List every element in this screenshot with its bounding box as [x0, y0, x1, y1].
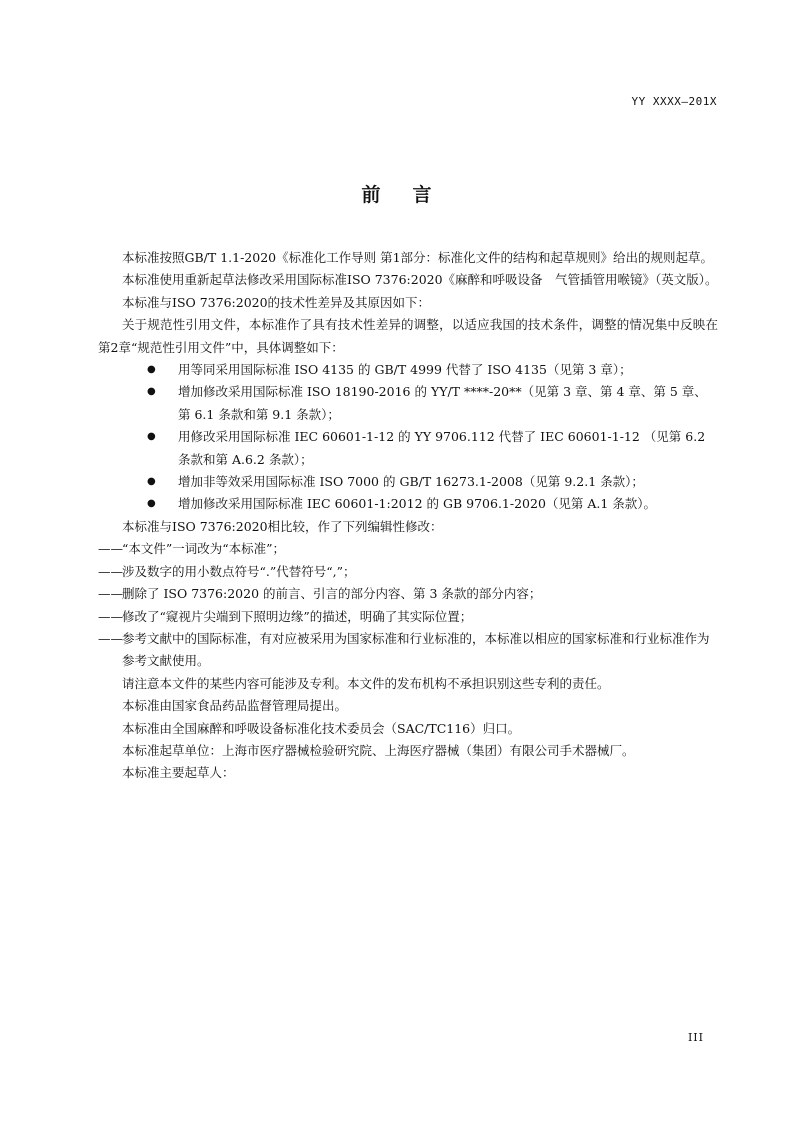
paragraph-drafting-rules: 本标准按照GB/T 1.1-2020《标准化工作导则 第1部分：标准化文件的结构和起草规则》给出的规则起草。 — [122, 250, 714, 265]
dash-icon: —— — [98, 541, 123, 557]
dash-item — [98, 583, 718, 605]
dash-item — [98, 561, 718, 583]
list-item-text: 增加修改采用国际标准 IEC 60601-1:2012 的 GB 9706.1-2020（见第 A.1 条款）。 — [178, 496, 657, 512]
bullet-icon: ● — [147, 498, 156, 510]
bullet-icon: ● — [147, 364, 156, 376]
list-item-text: 增加修改采用国际标准 ISO 18190-2016 的 YY/T ****-20**（见第 3 章、第 4 章、第 5 章、第 6.1 条款和第 9.1 条款）； — [178, 384, 707, 422]
dash-item — [98, 538, 718, 560]
bullet-icon: ● — [147, 431, 156, 443]
dash-icon: —— — [98, 608, 123, 624]
list-item-text: 用修改采用国际标准 IEC 60601-1-12 的 YY 9706.112 代替了 IEC 60601-1-12 （见第 6.2 条款和第 A.6.2 条款）； — [178, 429, 706, 467]
dash-icon: —— — [98, 586, 123, 602]
dash-item-text: 修改了“窥视片尖端到下照明边缘”的描述，明确了其实际位置； — [122, 608, 473, 624]
list-item — [98, 359, 718, 381]
dash-item-text: 涉及数字的用小数点符号“.”代替符号“,”； — [122, 563, 356, 579]
list-item — [98, 493, 718, 515]
dash-item-text: “本文件”一词改为“本标准”； — [122, 541, 286, 557]
bullet-icon: ● — [147, 386, 156, 398]
dash-item-text: 删除了 ISO 7376:2020 的前言、引言的部分内容、第 3 条款的部分内容； — [122, 586, 542, 602]
page-title: 前言 — [361, 184, 464, 206]
paragraph-drafting-units: 本标准起草单位：上海市医疗器械检验研究院、上海医疗器械（集团）有限公司手术器械厂。 — [122, 742, 635, 758]
document-code: YY XXXX—201X — [631, 95, 717, 108]
dash-item-text: 参考文献中的国际标准，有对应被采用为国家标准和行业标准的，本标准以相应的国家标准和行业标准作为参考文献使用。 — [122, 630, 710, 669]
list-item — [98, 426, 718, 471]
list-item-text: 用等同采用国际标准 ISO 4135 的 GB/T 4999 代替了 ISO 4135（见第 3 章）； — [178, 362, 632, 378]
paragraph-normative-references: 关于规范性引用文件，本标准作了具有技术性差异的调整，以适应我国的技术条件，调整的情况集中反映在第2章“规范性引用文件”中，具体调整如下： — [98, 317, 718, 355]
paragraph-editorial-intro: 本标准与ISO 7376:2020相比较，作了下列编辑性修改： — [122, 518, 443, 534]
bullet-icon: ● — [147, 476, 156, 488]
page-number: III — [687, 1031, 704, 1044]
paragraph-technical-differences: 本标准与ISO 7376:2020的技术性差异及其原因如下： — [122, 294, 431, 310]
foreword-body — [98, 247, 718, 785]
list-item — [98, 381, 718, 426]
paragraph-proposer: 本标准由国家食品药品监督管理局提出。 — [122, 698, 348, 714]
dash-icon: —— — [98, 563, 123, 579]
dash-item — [98, 606, 718, 628]
list-item — [98, 471, 718, 493]
list-item-text: 增加非等效采用国际标准 ISO 7000 的 GB/T 16273.1-2008（见第 9.2.1 条款）； — [178, 474, 644, 490]
dash-icon: —— — [98, 630, 123, 646]
editorial-list — [98, 538, 718, 672]
adjustment-list — [98, 359, 718, 516]
paragraph-committee: 本标准由全国麻醉和呼吸设备标准化技术委员会（SAC/TC116）归口。 — [122, 720, 521, 736]
paragraph-patent-notice: 请注意本文件的某些内容可能涉及专利。本文件的发布机构不承担识别这些专利的责任。 — [122, 675, 610, 691]
paragraph-adoption-method: 本标准使用重新起草法修改采用国际标准ISO 7376:2020《麻醉和呼吸设备 气管插管用喉镜》（英文版）。 — [122, 272, 718, 288]
dash-item — [98, 628, 718, 673]
paragraph-drafters: 本标准主要起草人： — [122, 765, 235, 781]
